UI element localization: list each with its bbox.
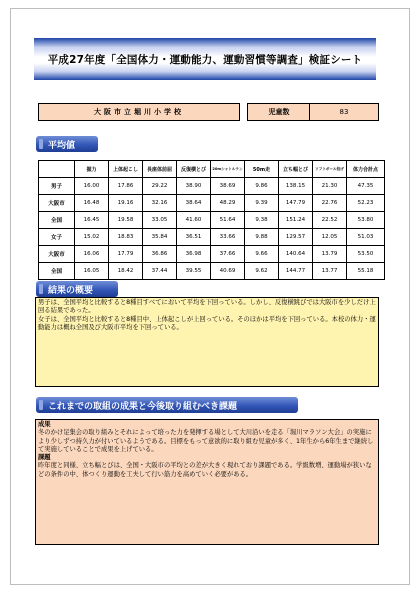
table-cell: 144.77	[279, 263, 313, 280]
table-header: 立ち幅とび	[279, 161, 313, 178]
table-header: 握力	[75, 161, 109, 178]
table-header: 50m走	[245, 161, 279, 178]
section-summary-title: 結果の概要	[48, 285, 94, 296]
table-header: 反復横とび	[177, 161, 211, 178]
table-cell: 36.98	[177, 246, 211, 263]
summary-line-2: 女子は、全国平均と比較すると8種目中、上体起こしが上回っている。そのほかは平均を下回っている。本校の体力・運動能力は概ね全国及び大阪市平均を下回っている。	[38, 315, 376, 331]
table-cell: 18.42	[109, 263, 143, 280]
table-cell: 36.51	[177, 229, 211, 246]
table-row	[39, 263, 385, 280]
table-cell: 22.52	[313, 212, 347, 229]
table-cell: 19.16	[109, 195, 143, 212]
table-cell: 19.58	[109, 212, 143, 229]
table-cell: 9.38	[245, 212, 279, 229]
title-banner	[34, 38, 376, 80]
results-text: 冬のかけ足集会の取り組みとそれによって培った力を発揮する場として大川沿いを走る「堀川マラソン大会」の実施により少しずつ持久力が付いているようである。目標をもって意欲的に取り組む児童が多く、1年生から6年生まで継続して実施していることで成果を上げている。	[38, 429, 374, 453]
table-cell: 9.62	[245, 263, 279, 280]
stats-table	[38, 160, 385, 280]
row-label: 男子	[39, 178, 75, 195]
table-cell: 38.64	[177, 195, 211, 212]
table-cell: 13.79	[313, 246, 347, 263]
table-cell: 129.57	[279, 229, 313, 246]
row-label: 全国	[39, 263, 75, 280]
table-header: 20mシャトルラン	[211, 161, 245, 178]
table-header: 体力合計点	[347, 161, 385, 178]
table-cell: 9.39	[245, 195, 279, 212]
table-cell: 55.18	[347, 263, 385, 280]
table-cell: 15.02	[75, 229, 109, 246]
section-average-header	[36, 136, 98, 152]
row-label: 女子	[39, 229, 75, 246]
section-efforts-title: これまでの取組の成果と今後取り組むべき課題	[48, 401, 238, 412]
table-cell: 17.86	[109, 178, 143, 195]
table-header: 上体起こし	[109, 161, 143, 178]
table-cell: 21.30	[313, 178, 347, 195]
table-cell: 36.86	[143, 246, 177, 263]
page-title: 平成27年度「全国体力・運動能力、運動習慣等調査」検証シート	[47, 53, 363, 66]
table-cell: 16.45	[75, 212, 109, 229]
row-label: 大阪市	[39, 246, 75, 263]
table-cell: 38.69	[211, 178, 245, 195]
table-cell: 12.05	[313, 229, 347, 246]
table-cell: 29.22	[143, 178, 177, 195]
table-row	[39, 178, 385, 195]
table-cell: 16.48	[75, 195, 109, 212]
table-cell: 151.24	[279, 212, 313, 229]
issues-text: 昨年度と同様、立ち幅とびは、全国・大阪市の平均との差が大きく現れており課題である。学級数増、運動場が狭いなどの条件の中、体つくり運動を工夫して行い筋力を高めていく必要がある。	[38, 462, 372, 478]
section-summary-header	[36, 281, 118, 297]
table-cell: 41.60	[177, 212, 211, 229]
table-cell: 22.76	[313, 195, 347, 212]
table-cell: 17.79	[109, 246, 143, 263]
student-count-label: 児童数	[247, 103, 311, 121]
table-cell: 18.83	[109, 229, 143, 246]
table-cell: 13.77	[313, 263, 347, 280]
table-cell: 51.64	[211, 212, 245, 229]
summary-line-1: 男子は、全国平均と比較すると8種目すべてにおいて平均を下回っている。しかし、反復横跳びでは大阪市を少しだけ上回る結果であった。	[38, 299, 376, 315]
table-cell: 40.69	[211, 263, 245, 280]
table-cell: 16.00	[75, 178, 109, 195]
section-average-title: 平均値	[48, 140, 76, 151]
section-efforts-header	[36, 397, 298, 413]
row-label: 大阪市	[39, 195, 75, 212]
table-cell: 9.86	[245, 178, 279, 195]
table-header: ソフトボール投げ	[313, 161, 347, 178]
table-cell: 16.05	[75, 263, 109, 280]
student-count-value: 83	[309, 103, 379, 121]
table-cell: 33.66	[211, 229, 245, 246]
table-cell: 52.23	[347, 195, 385, 212]
table-cell: 35.84	[143, 229, 177, 246]
table-cell: 47.35	[347, 178, 385, 195]
table-cell: 33.05	[143, 212, 177, 229]
table-row	[39, 212, 385, 229]
issues-label: 課題	[38, 454, 51, 462]
results-label: 成果	[38, 421, 51, 428]
table-cell: 37.66	[211, 246, 245, 263]
school-name: 大阪市立堀川小学校	[38, 103, 240, 121]
table-cell: 53.80	[347, 212, 385, 229]
table-cell: 38.90	[177, 178, 211, 195]
table-header-row	[39, 161, 385, 178]
table-cell: 16.06	[75, 246, 109, 263]
table-cell: 39.55	[177, 263, 211, 280]
summary-box	[35, 297, 379, 387]
table-header	[39, 161, 75, 178]
table-cell: 147.79	[279, 195, 313, 212]
table-cell: 9.88	[245, 229, 279, 246]
table-row	[39, 246, 385, 263]
row-label: 全国	[39, 212, 75, 229]
table-cell: 51.03	[347, 229, 385, 246]
table-row	[39, 195, 385, 212]
table-cell: 9.66	[245, 246, 279, 263]
table-row	[39, 229, 385, 246]
table-cell: 53.50	[347, 246, 385, 263]
table-cell: 37.44	[143, 263, 177, 280]
table-cell: 138.15	[279, 178, 313, 195]
efforts-box	[35, 419, 379, 545]
table-cell: 140.64	[279, 246, 313, 263]
table-cell: 32.16	[143, 195, 177, 212]
table-header: 長座体前屈	[143, 161, 177, 178]
table-cell: 48.29	[211, 195, 245, 212]
